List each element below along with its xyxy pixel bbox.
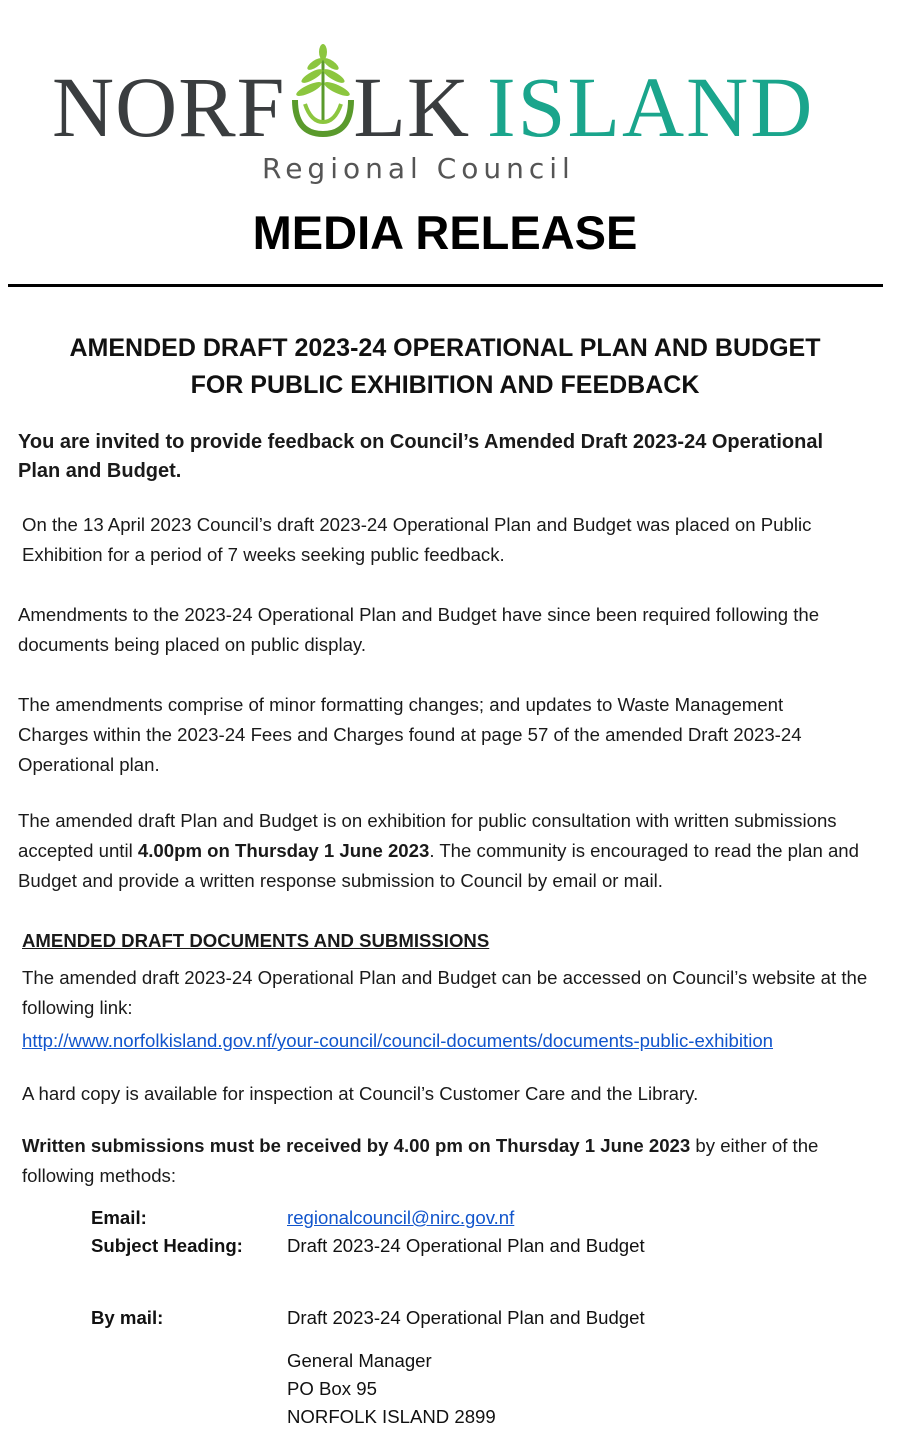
- documents-link[interactable]: http://www.norfolkisland.gov.nf/your-council/council-documents/documents-public-exhibition: [22, 1030, 774, 1051]
- p4-end-text: . The community is encouraged to read the plan and Budget and provide a written response submission to Council by email or mail.: [18, 840, 859, 891]
- mail-value: Draft 2023-24 Operational Plan and Budget: [287, 1307, 645, 1328]
- paragraph-methods-intro: [22, 1131, 872, 1191]
- section-heading: AMENDED DRAFT DOCUMENTS AND SUBMISSIONS: [22, 930, 490, 951]
- address-line-3: NORFOLK ISLAND 2899: [287, 1406, 496, 1427]
- pine-tree-icon: [287, 42, 359, 137]
- deadline-bold-text: Written submissions must be received by 4.00 pm on Thursday 1 June 2023: [22, 1135, 691, 1156]
- documents-link-container: [22, 1026, 882, 1056]
- logo-lk-text: LK: [353, 59, 471, 155]
- title-divider: [8, 284, 883, 287]
- logo-subtitle: Regional Council: [262, 152, 575, 185]
- p4-bold-date: 4.00pm on Thursday 1 June 2023: [137, 840, 430, 861]
- logo-norfolk-word: [52, 59, 471, 155]
- subject-value: Draft 2023-24 Operational Plan and Budget: [287, 1235, 645, 1256]
- subject-label: Subject Heading:: [91, 1235, 243, 1256]
- headline-line-1: AMENDED DRAFT 2023-24 OPERATIONAL PLAN AND BUDGET: [69, 334, 821, 362]
- lead-paragraph: You are invited to provide feedback on Council’s Amended Draft 2023-24 Operational Plan and Budget.: [18, 431, 823, 482]
- paragraph-hard-copy: A hard copy is available for inspection at Council’s Customer Care and the Library.: [22, 1083, 699, 1104]
- page-title: MEDIA RELEASE: [252, 206, 638, 259]
- logo-norf-text: NORF: [52, 59, 286, 155]
- paragraph-amendment-details: The amendments comprise of minor formatting changes; and updates to Waste Management Charges within the 2023-24 Fees and Charges found at page 57 of the amended Draft 2023-24 Operational plan.: [18, 694, 802, 775]
- deadline-rest-text: by either of the following methods:: [22, 1135, 819, 1186]
- paragraph-exhibition-dates: On the 13 April 2023 Council’s draft 2023-24 Operational Plan and Budget was placed on Public Exhibition for a period of 7 weeks seeking public feedback.: [22, 514, 812, 565]
- headline-line-2: FOR PUBLIC EXHIBITION AND FEEDBACK: [190, 371, 700, 399]
- email-link[interactable]: regionalcouncil@nirc.gov.nf: [287, 1207, 515, 1228]
- logo-island-word: ISLAND: [487, 59, 815, 155]
- mail-label: By mail:: [91, 1307, 164, 1328]
- p4-start-text: The amended draft Plan and Budget is on exhibition for public consultation with written submissions accepted until: [18, 810, 837, 861]
- paragraph-access: The amended draft 2023-24 Operational Plan and Budget can be accessed on Council’s website at the following link:: [22, 967, 868, 1018]
- paragraph-submission-deadline: [18, 806, 878, 896]
- address-line-2: PO Box 95: [287, 1378, 377, 1399]
- headline: [0, 330, 890, 404]
- email-label: Email:: [91, 1207, 147, 1228]
- address-line-1: General Manager: [287, 1350, 432, 1371]
- email-value-container: [287, 1204, 514, 1232]
- paragraph-amendments: Amendments to the 2023-24 Operational Plan and Budget have since been required following the documents being placed on public display.: [18, 604, 820, 655]
